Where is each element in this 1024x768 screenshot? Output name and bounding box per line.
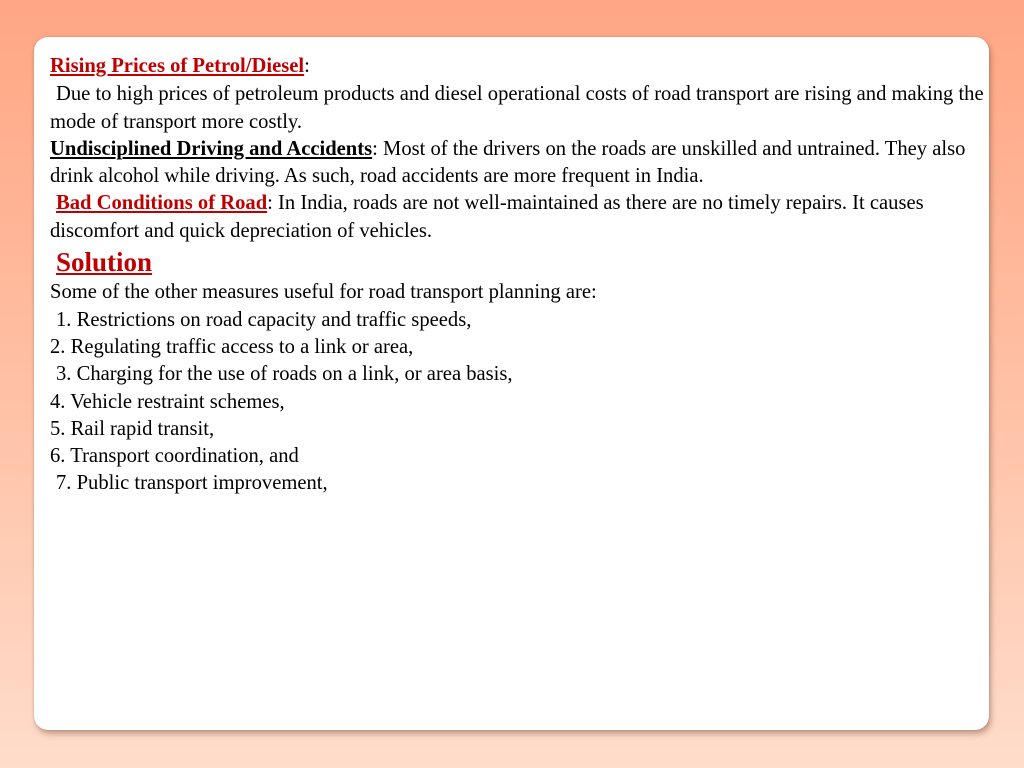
rising-prices-heading-line — [50, 53, 985, 80]
undisciplined-paragraph — [50, 136, 985, 191]
bad-conditions-heading: Bad Conditions of Road — [56, 192, 268, 215]
solution-item-4: 4. Vehicle restraint schemes, — [50, 390, 285, 413]
undisciplined-heading: Undisciplined Driving and Accidents — [50, 137, 373, 160]
solution-item-1: 1. Restrictions on road capacity and traffic speeds, — [56, 308, 472, 331]
solution-heading-line — [50, 245, 985, 279]
solution-item-5: 5. Rail rapid transit, — [50, 417, 215, 440]
solution-intro: Some of the other measures useful for road transport planning are: — [50, 281, 597, 304]
solution-item-7: 7. Public transport improvement, — [56, 472, 328, 495]
slide-content — [50, 53, 985, 498]
solution-item-3: 3. Charging for the use of roads on a link, or area basis, — [56, 363, 513, 386]
bad-conditions-body: : In India, roads are not well-maintained as there are no timely repairs. It causes discomfort and quick depreciation of vehicles. — [50, 192, 924, 242]
solution-item-6: 6. Transport coordination, and — [50, 445, 299, 468]
solution-item-2: 2. Regulating traffic access to a link or area, — [50, 335, 414, 358]
rising-prices-body: Due to high prices of petroleum products and diesel operational costs of road transport are rising and making the mode of transport more costly. — [50, 83, 984, 133]
rising-prices-colon: : — [304, 55, 310, 77]
bad-conditions-paragraph — [50, 190, 985, 245]
solution-heading: Solution — [56, 247, 153, 278]
rising-prices-heading: Rising Prices of Petrol/Diesel — [50, 55, 305, 77]
undisciplined-body: : Most of the drivers on the roads are unskilled and untrained. They also drink alcohol while driving. As such, road accidents are more frequent in India. — [50, 137, 966, 188]
